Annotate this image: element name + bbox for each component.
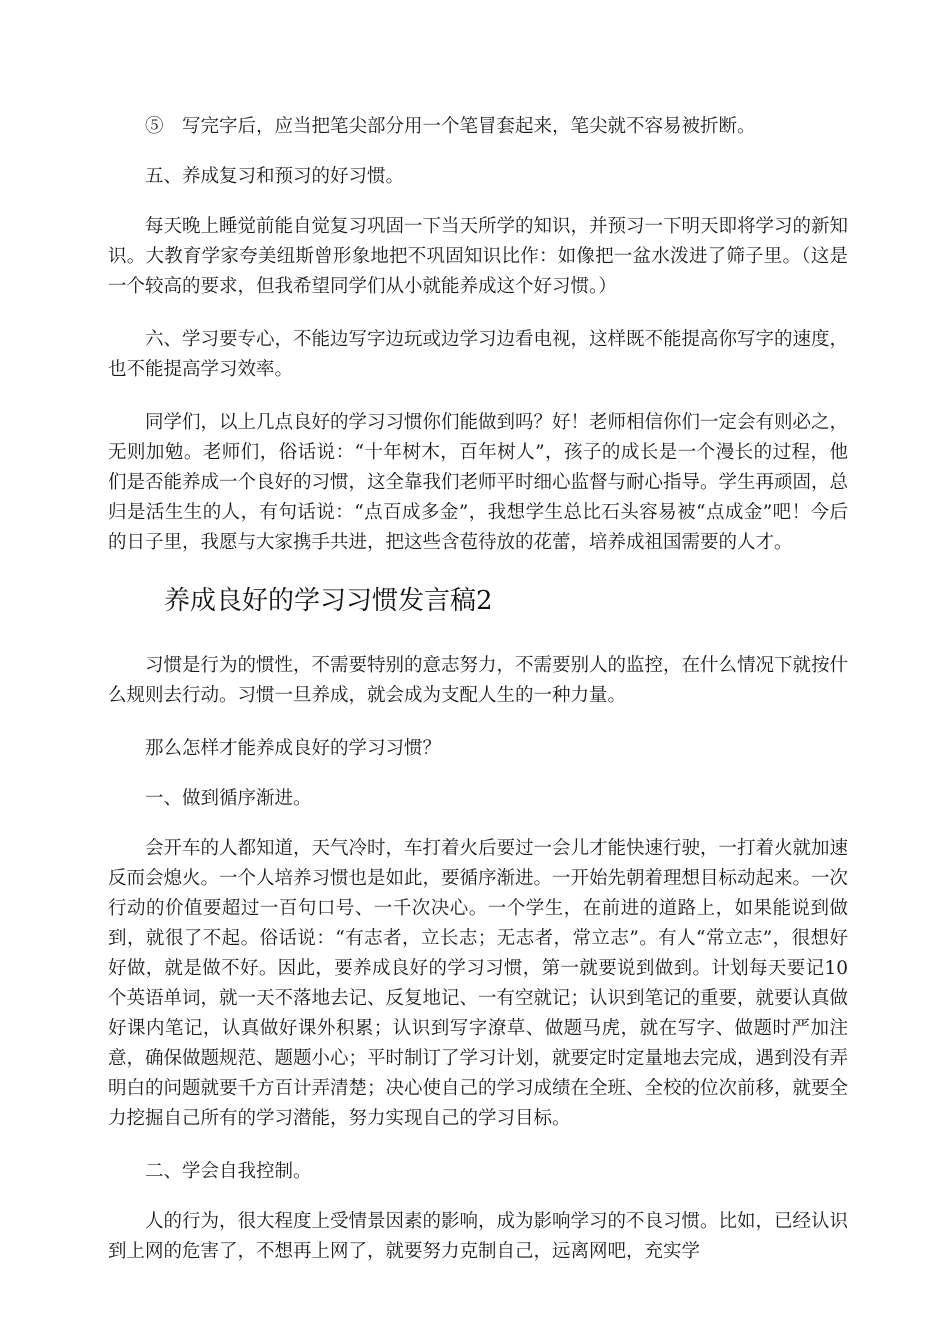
paragraph-review-preview: 每天晚上睡觉前能自觉复习巩固一下当天所学的知识，并预习一下明天即将学习的新知识。大教育学家夸美纽斯曾形象地把不巩固知识比作：如像把一盆水泼进了筛子里。（这是一个较高的要求，但我希望同学们从小就能养成这个好习惯。） [108, 216, 849, 297]
heading-review-preview: 五、养成复习和预习的好习惯。 [145, 166, 405, 187]
paragraph-pen-cap: ⑤ 写完字后，应当把笔尖部分用一个笔冒套起来，笔尖就不容易被折断。 [145, 116, 756, 137]
heading-self-control: 二、学会自我控制。 [145, 1161, 312, 1182]
paragraph-focus: 六、学习要专心，不能边写字边玩或边学习边看电视，这样既不能提高你写字的速度，也不能提高学习效率。 [108, 329, 849, 380]
document-body [108, 112, 848, 1290]
paragraph-question: 那么怎样才能养成良好的学习习惯？ [145, 738, 442, 759]
paragraph-step-by-step: 会开车的人都知道，天气冷时，车打着火后要过一会儿才能快速行驶，一打着火就加速反而会熄火。一个人培养习惯也是如此，要循序渐进。一开始先朝着理想目标动起来。一次行动的价值要超过一百句口号、一千次决心。一个学生，在前进的道路上，如果能说到做到，就很了不起。俗话说：“有志者，立长志；无志者，常立志”。有人“常立志”，很想好好做，就是做不好。因此，要养成良好的学习习惯，第一就要说到做到。计划每天要记10个英语单词，就一天不落地去记、反复地记、一有空就记；认识到笔记的重要，就要认真做好课内笔记，认真做好课外积累；认识到写字潦草、做题马虎，就在写字、做题时严加注意，确保做题规范、题题小心；平时制订了学习计划，就要定时定量地去完成，遇到没有弄明白的问题就要千方百计弄清楚；决心使自己的学习成绩在全班、全校的位次前移，就要全力挖掘自己所有的学习潜能，努力实现自己的学习目标。 [108, 838, 849, 1129]
heading-step-by-step: 一、做到循序渐进。 [145, 788, 312, 809]
paragraph-self-control: 人的行为，很大程度上受情景因素的影响，成为影响学习的不良习惯。比如，已经认识到上网的危害了，不想再上网了，就要努力克制自己，远离网吧，充实学 [108, 1211, 849, 1262]
section-title: 养成良好的学习习惯发言稿2 [164, 586, 493, 616]
paragraph-conclusion: 同学们，以上几点良好的学习习惯你们能做到吗？好！老师相信你们一定会有则必之，无则加勉。老师们，俗话说：“十年树木，百年树人”，孩子的成长是一个漫长的过程，他们是否能养成一个良好的习惯，这全靠我们老师平时细心监督与耐心指导。学生再顽固，总归是活生生的人，有句话说：“点百成多金”，我想学生总比石头容易被“点成金”吧！今后的日子里，我愿与大家携手共进，把这些含苞待放的花蕾，培养成祖国需要的人才。 [108, 412, 849, 553]
paragraph-habit-definition: 习惯是行为的惯性，不需要特别的意志努力，不需要别人的监控，在什么情况下就按什么规则去行动。习惯一旦养成，就会成为支配人生的一种力量。 [108, 655, 849, 706]
